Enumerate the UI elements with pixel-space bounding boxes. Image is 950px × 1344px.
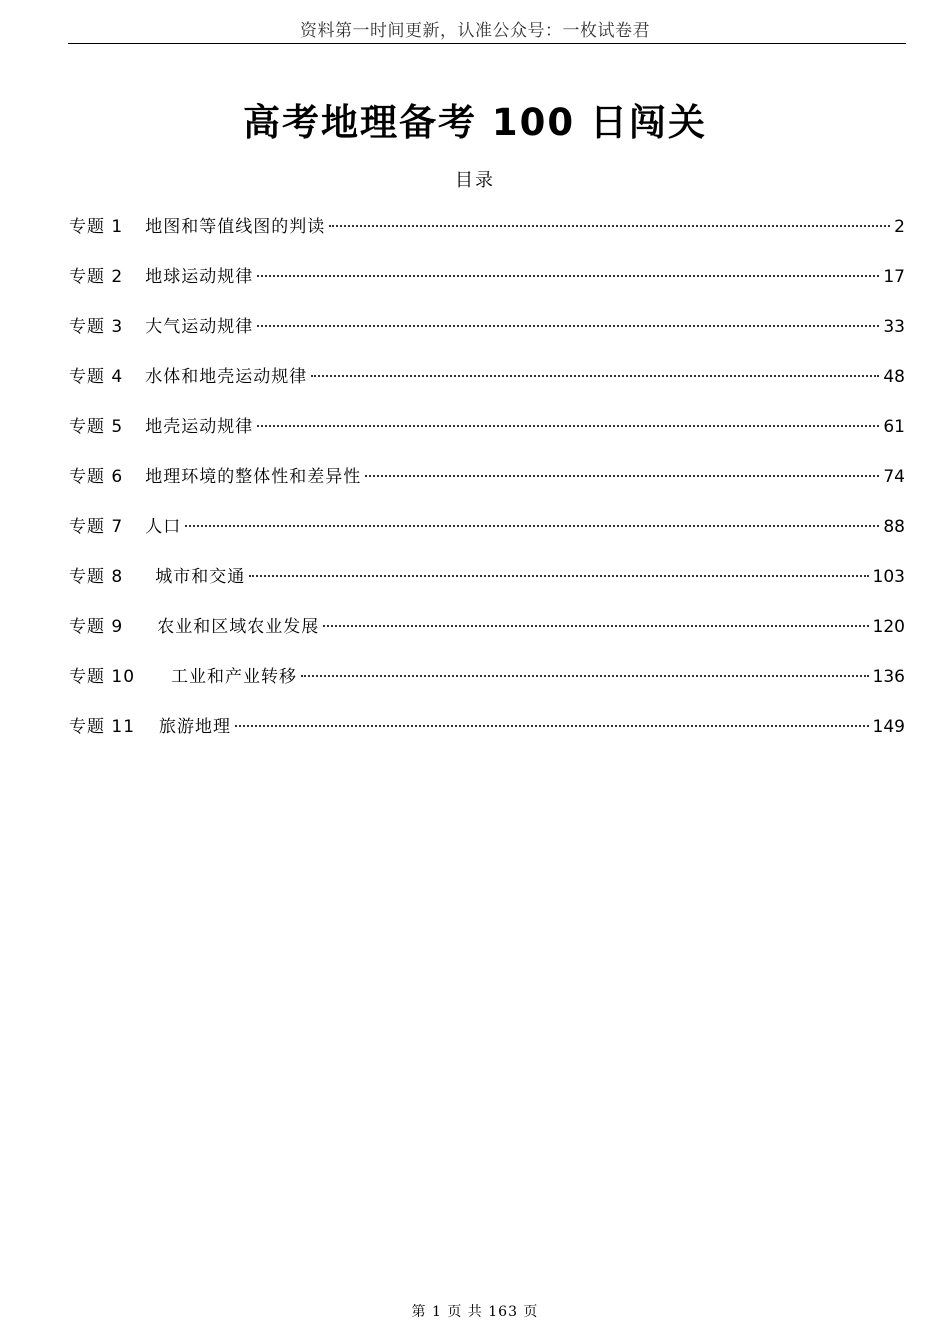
toc-entry-title: 大气运动规律 [145, 317, 254, 337]
toc-dot-leader [301, 675, 869, 677]
page-number-footer: 第 1 页 共 163 页 [411, 1304, 539, 1320]
toc-dot-leader [329, 225, 890, 227]
toc-entry-title: 地图和等值线图的判读 [145, 217, 326, 237]
toc-entry-title: 地壳运动规律 [145, 417, 254, 437]
toc-dot-leader [323, 625, 868, 627]
toc-entry-page: 33 [883, 317, 905, 337]
toc-entry-label: 专题 4 [69, 367, 124, 387]
toc-entry[interactable] [69, 663, 905, 713]
toc-dot-leader [365, 475, 879, 477]
toc-entry-page: 136 [872, 667, 905, 687]
toc-entry-page: 17 [883, 267, 905, 287]
table-of-contents [69, 213, 905, 763]
toc-entry-label: 专题 5 [69, 417, 124, 437]
toc-entry-page: 120 [872, 617, 905, 637]
toc-entry-label: 专题 3 [69, 317, 124, 337]
toc-entry-title: 城市和交通 [155, 567, 246, 587]
toc-entry[interactable] [69, 513, 905, 563]
toc-entry-label: 专题 7 [69, 517, 124, 537]
toc-entry[interactable] [69, 613, 905, 663]
toc-dot-leader [257, 275, 879, 277]
toc-entry[interactable] [69, 313, 905, 363]
toc-entry-page: 61 [883, 417, 905, 437]
toc-entry-title: 人口 [145, 517, 182, 537]
toc-entry-label: 专题 1 [69, 217, 124, 237]
document-title: 高考地理备考 100 日闯关 [243, 101, 707, 144]
toc-entry-label: 专题 10 [69, 667, 136, 687]
toc-entry-title: 地理环境的整体性和差异性 [145, 467, 362, 487]
toc-entry-label: 专题 2 [69, 267, 124, 287]
toc-entry[interactable] [69, 363, 905, 413]
toc-dot-leader [235, 725, 869, 727]
toc-entry-page: 103 [872, 567, 905, 587]
toc-entry-label: 专题 8 [69, 567, 124, 587]
toc-entry-page: 74 [883, 467, 905, 487]
toc-entry-page: 2 [894, 217, 905, 237]
toc-entry-label: 专题 9 [69, 617, 124, 637]
toc-dot-leader [257, 425, 879, 427]
toc-entry[interactable] [69, 413, 905, 463]
toc-entry-title: 地球运动规律 [145, 267, 254, 287]
toc-entry-page: 48 [883, 367, 905, 387]
toc-dot-leader [311, 375, 879, 377]
toc-entry-page: 88 [883, 517, 905, 537]
toc-entry[interactable] [69, 563, 905, 613]
toc-dot-leader [257, 325, 879, 327]
toc-entry[interactable] [69, 263, 905, 313]
toc-entry[interactable] [69, 713, 905, 763]
toc-entry-label: 专题 11 [69, 717, 136, 737]
header-divider [68, 43, 906, 44]
toc-entry[interactable] [69, 213, 905, 263]
toc-entry-title: 旅游地理 [159, 717, 232, 737]
toc-dot-leader [249, 575, 868, 577]
toc-heading: 目录 [455, 170, 495, 191]
toc-entry[interactable] [69, 463, 905, 513]
toc-entry-label: 专题 6 [69, 467, 124, 487]
toc-dot-leader [185, 525, 879, 527]
toc-entry-title: 工业和产业转移 [171, 667, 298, 687]
toc-entry-title: 水体和地壳运动规律 [145, 367, 308, 387]
header-note: 资料第一时间更新，认准公众号：一枚试卷君 [300, 21, 650, 41]
toc-entry-title: 农业和区域农业发展 [157, 617, 320, 637]
toc-entry-page: 149 [872, 717, 905, 737]
